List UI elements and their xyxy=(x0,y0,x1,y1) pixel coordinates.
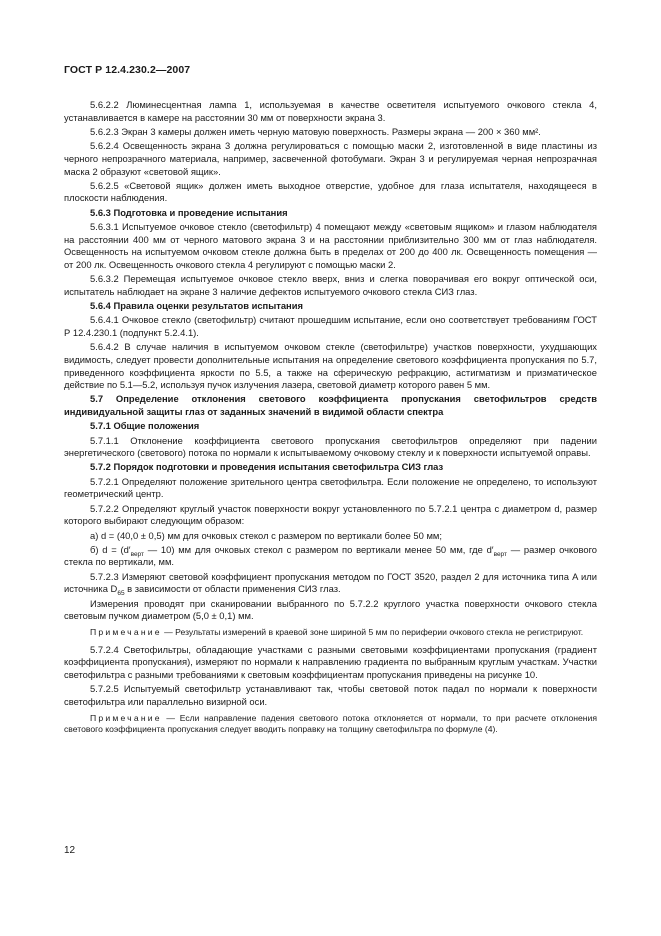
note-1: Примечание — Результаты измерений в краевой зоне шириной 5 мм по периферии очкового стекла не регистрируют. xyxy=(90,626,584,637)
paragraph-5-6-2-5: 5.6.2.5 «Световой ящик» должен иметь выходное отверстие, удобное для глаза испытателя, находящееся в плоскости наблюдения. xyxy=(64,179,597,204)
paragraph-5-7-2-1: 5.7.2.1 Определяют положение зрительного центра светофильтра. Если положение не определено, то используют геометрический центр. xyxy=(64,475,597,500)
note-label: Примечание xyxy=(90,712,162,723)
list-item-a: а) d = (40,0 ± 0,5) мм для очковых стекол с размером по вертикали более 50 мм; xyxy=(90,529,442,541)
paragraph-5-7-2-3: 5.7.2.3 Измеряют световой коэффициент пропускания методом по ГОСТ 3520, раздел 2 для источника типа A или источника $D_{65}$ в зависимости от области применения СИЗ глаз. xyxy=(64,570,597,598)
paragraph-5-7-2-4: 5.7.2.4 Светофильтры, обладающие участками с разными световыми коэффициентами пропускания (градиент коэффициента пропускания), измеряют по нормали к направлению градиента по выбранным круглым участкам. Участки светофильтра с разными требованиями к световым коэффициентам пропускания приведены на рисунке 10. xyxy=(64,643,597,680)
paragraph-5-6-2-3: 5.6.2.3 Экран 3 камеры должен иметь черную матовую поверхность. Размеры экрана — 200 × 360 мм². xyxy=(90,125,541,137)
list-item-b: б) $d = (d'_{верт}$ — 10) мм для очковых стекол с размером по вертикали менее 50 мм, где $d'_{верт}$ — размер очкового стекла по вертикали, мм. xyxy=(64,543,597,568)
paragraph-5-7-2-5: 5.7.2.5 Испытуемый светофильтр устанавливают так, чтобы световой поток падал по нормали к поверхности светофильтра или параллельно визирной оси. xyxy=(64,683,597,707)
paragraph-5-6-4-1: 5.6.4.1 Очковое стекло (светофильтр) считают прошедшим испытание, если оно соответствует требованиям ГОСТ Р 12.4.230.1 (подпункт 5.2.4.1). xyxy=(64,314,597,338)
paragraph-5-6-4-2: 5.6.4.2 В случае наличия в испытуемом очковом стекле (светофильтре) участков поверхности, ухудшающих видимость, следует провести дополнительные испытания на определение светового коэффициента пропускания по 5.7, приведенного коэффициента яркости по 5.5, а также на сферическую рефракцию, астигматизм и призматическое действие по 5.1—5.2, используя пучок излучения лазера, световой диаметр которого равен 5 мм. xyxy=(64,341,597,391)
paragraph-measurements: Измерения проводят при сканировании выбранного по 5.7.2.2 круглого участка поверхности очкового стекла световым пучком диаметром (5,0 ± 0,1) мм. xyxy=(64,597,597,622)
paragraph-5-6-3-2: 5.6.3.2 Перемещая испытуемое очковое стекло вверх, вниз и слегка поворачивая его вокруг оптической оси, испытатель наблюдает на экране 3 наличие дефектов испытуемого очкового стекла СИЗ глаз. xyxy=(64,273,597,297)
note-label: Примечание xyxy=(90,626,162,637)
paragraph-5-7-2-2: 5.7.2.2 Определяют круглый участок поверхности вокруг установленного по 5.7.2.1 центра с диаметром d, размер которого выбирают следующим образом: xyxy=(64,502,597,527)
paragraph-5-6-3-1: 5.6.3.1 Испытуемое очковое стекло (светофильтр) 4 помещают между «световым ящиком» и глазом наблюдателя на расстоянии 400 мм от черного матового экрана 3 и на расстоянии приблизительно 300 мм от глаз наблюдателя. Освещенность на испытуемом очковом стекле должна быть в пределах от 200 до 400 лк. Освещенность помещения — от 200 лк. Освещенность очкового стекла 4 регулируют с помощью маски 2. xyxy=(64,220,597,270)
page-number: 12 xyxy=(64,845,76,856)
paragraph-5-6-2-2: 5.6.2.2 Люминесцентная лампа 1, используемая в качестве осветителя испытуемого очкового стекла 4, устанавливается в камере на расстоянии 30 мм от поверхности экрана 3. xyxy=(64,99,597,123)
heading-5-6-4: 5.6.4 Правила оценки результатов испытания xyxy=(90,300,303,312)
heading-5-6-3: 5.6.3 Подготовка и проведение испытания xyxy=(90,206,288,218)
document-header: ГОСТ Р 12.4.230.2—2007 xyxy=(64,64,191,76)
heading-5-7: 5.7 Определение отклонения светового коэффициента пропускания светофильтров средств индивидуальной защиты глаз от заданных значений в видимой области спектра xyxy=(64,393,597,418)
paragraph-5-6-2-4: 5.6.2.4 Освещенность экрана 3 должна регулироваться с помощью маски 2, изготовленной в виде пластины из черного непрозрачного материала, например, засвеченной фотобумаги. Экран 3 и регулируемая черная непрозрачная маска 2 образуют «световой ящик». xyxy=(64,140,597,177)
paragraph-5-7-1-1: 5.7.1.1 Отклонение коэффициента светового пропускания светофильтров определяют при падении энергетического (светового) потока по нормали к испытываемому очковому стеклу и к поверхности испытуемой оправы. xyxy=(64,434,597,459)
heading-5-7-1: 5.7.1 Общие положения xyxy=(90,420,200,432)
heading-5-7-2: 5.7.2 Порядок подготовки и проведения испытания светофильтра СИЗ глаз xyxy=(90,461,444,473)
document-body xyxy=(64,99,597,741)
note-2: Примечание — Если направление падения светового потока отклоняется от нормали, то при расчете отклонения светового коэффициента пропускания следует вводить поправку на толщину светофильтра по формуле (4). xyxy=(64,712,597,735)
